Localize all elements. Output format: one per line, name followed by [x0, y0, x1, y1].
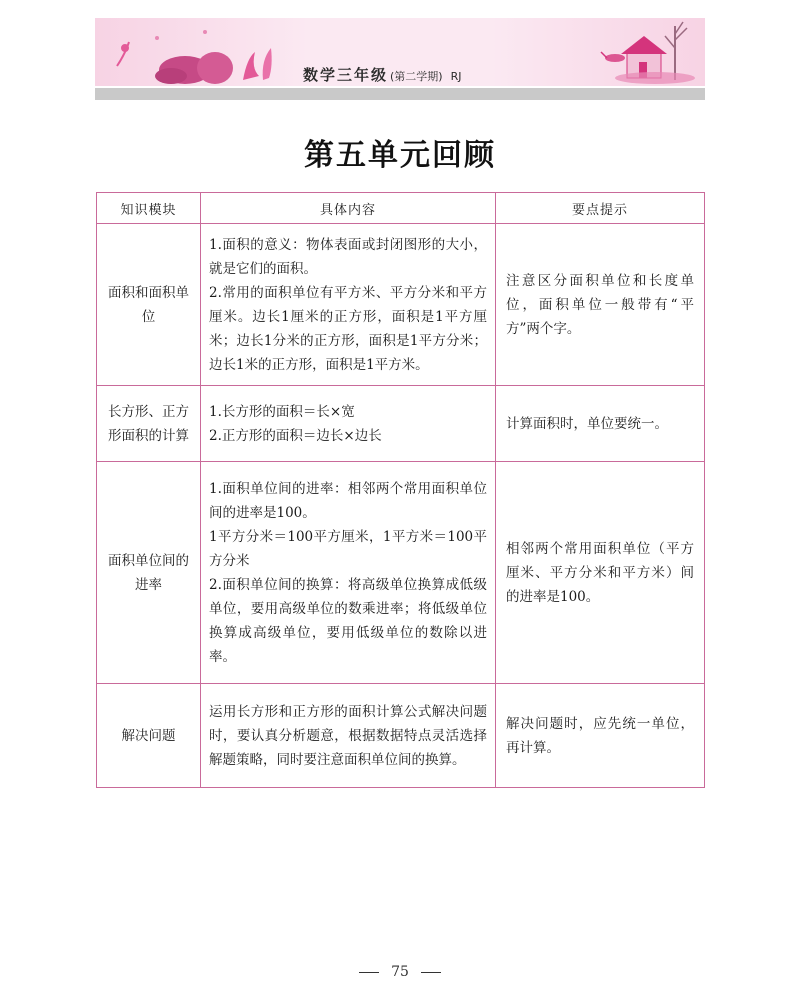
content-line: 1.长方形的面积＝长×宽 — [209, 403, 355, 420]
module-cell: 解决问题 — [97, 684, 201, 788]
column-header-content: 具体内容 — [201, 193, 496, 224]
content-line: 2.常用的面积单位有平方米、平方分米和平方厘米。边长1厘米的正方形，面积是1平方厘米；边长1分米的正方形，面积是1平方分米；边长1米的正方形，面积是1平方米。 — [209, 284, 487, 373]
page-number-dash-right — [421, 972, 441, 973]
content-line: 1.面积的意义：物体表面或封闭图形的大小，就是它们的面积。 — [209, 236, 487, 277]
content-line: 1.面积单位间的进率：相邻两个常用面积单位间的进率是100。 — [209, 480, 487, 521]
book-title-text: 数学三年级 — [303, 66, 389, 84]
table-row — [97, 684, 705, 788]
table-row — [97, 386, 705, 462]
content-cell — [201, 462, 496, 684]
page-number-footer — [0, 964, 800, 980]
content-cell — [201, 224, 496, 386]
content-line: 运用长方形和正方形的面积计算公式解决问题时，要认真分析题意，根据数据特点灵活选择解题策略，同时要注意面积单位间的换算。 — [209, 703, 487, 768]
content-line: 1平方分米＝100平方厘米，1平方米＝100平方分米 — [209, 528, 487, 569]
module-cell: 面积和面积单位 — [97, 224, 201, 386]
page-number-dash-left — [359, 972, 379, 973]
content-cell — [201, 684, 496, 788]
page-title: 第五单元回顾 — [304, 138, 496, 173]
page-header — [95, 18, 705, 86]
column-header-module: 知识模块 — [97, 193, 201, 224]
module-cell: 长方形、正方形面积的计算 — [97, 386, 201, 462]
content-line: 2.面积单位间的换算：将高级单位换算成低级单位，要用高级单位的数乘进率；将低级单位换算成高级单位，要用低级单位的数除以进率。 — [209, 576, 487, 665]
tip-cell: 计算面积时，单位要统一。 — [496, 386, 705, 462]
content-line: 2.正方形的面积＝边长×边长 — [209, 427, 382, 444]
tip-cell: 相邻两个常用面积单位（平方厘米、平方分米和平方米）间的进率是100。 — [496, 462, 705, 684]
table-row — [97, 462, 705, 684]
module-cell: 面积单位间的进率 — [97, 462, 201, 684]
unit-review-table — [96, 192, 705, 788]
table-header-row — [97, 193, 705, 224]
header-book-title — [303, 64, 462, 86]
page-number: 75 — [391, 964, 409, 980]
tip-cell: 注意区分面积单位和长度单位，面积单位一般带有“平方”两个字。 — [496, 224, 705, 386]
book-edition: (第二学期) — [390, 70, 443, 83]
column-header-tip: 要点提示 — [496, 193, 705, 224]
table-row — [97, 224, 705, 386]
content-cell — [201, 386, 496, 462]
book-version: RJ — [450, 70, 462, 83]
header-gray-rule — [95, 88, 705, 100]
tip-cell: 解决问题时，应先统一单位，再计算。 — [496, 684, 705, 788]
